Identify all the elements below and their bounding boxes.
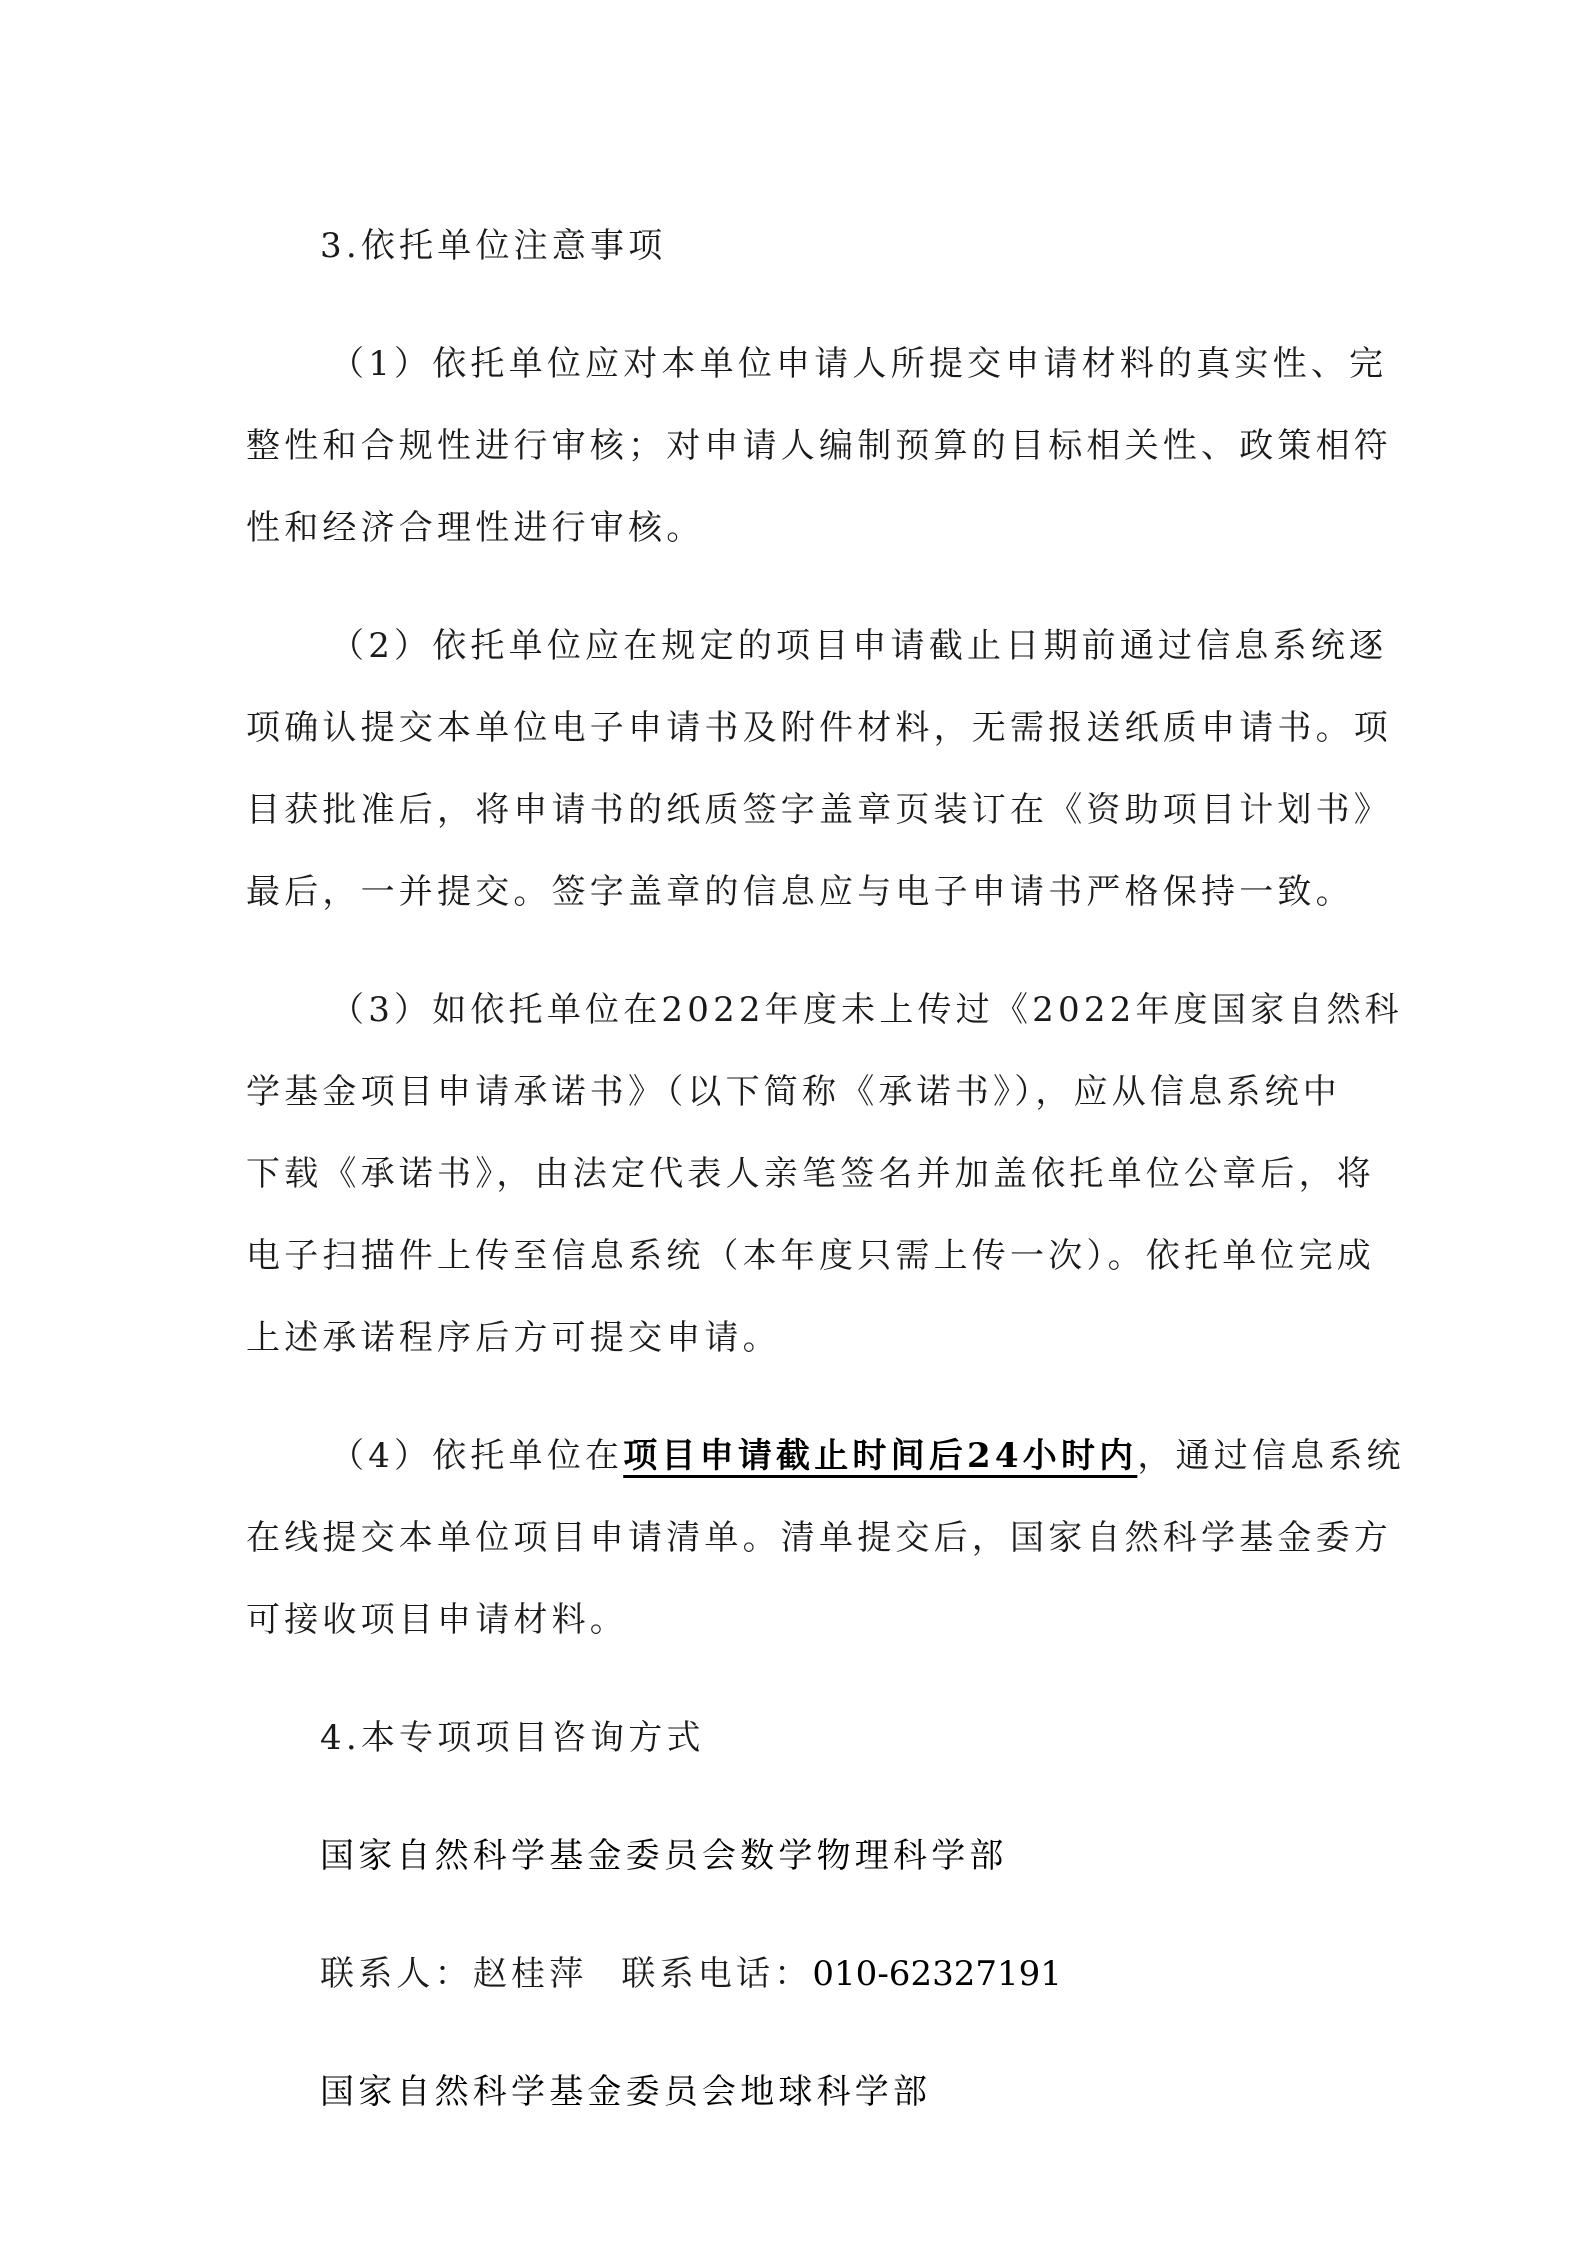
p4-suffix: ，通过信息系统 [1137, 1436, 1405, 1476]
section-3-heading: 3.依托单位注意事项 [320, 226, 667, 266]
p3-line-1: （3）如依托单位在2022年度未上传过《2022年度国家自然科 [330, 990, 1403, 1030]
department-earth-sciences: 国家自然科学基金委员会地球科学部 [320, 2072, 932, 2112]
department-math-physics: 国家自然科学基金委员会数学物理科学部 [320, 1836, 1008, 1876]
paragraph-2 [246, 605, 1392, 933]
phone-number: 010-62327191 [812, 1954, 1062, 1994]
deadline-emphasis: 项目申请截止时间后24小时内 [623, 1436, 1138, 1476]
paragraph-3 [246, 969, 1403, 1379]
p1-line-2: 整性和合规性进行审核；对申请人编制预算的目标相关性、政策相符 [246, 426, 1392, 466]
p4-prefix: （4）依托单位在 [330, 1436, 624, 1476]
contact-name: 赵桂萍 [472, 1954, 588, 1994]
paragraph-1 [246, 323, 1392, 569]
p4-line-1 [246, 1415, 1405, 1497]
contact-label: 联系人： [320, 1954, 473, 1994]
p2-line-3: 目获批准后，将申请书的纸质签字盖章页装订在《资助项目计划书》 [246, 790, 1392, 830]
p2-line-1: （2）依托单位应在规定的项目申请截止日期前通过信息系统逐 [330, 626, 1388, 666]
p4-line-2: 在线提交本单位项目申请清单。清单提交后，国家自然科学基金委方 [246, 1518, 1392, 1558]
contact-row [246, 1933, 1352, 2015]
section-4-heading: 4.本专项项目咨询方式 [320, 1718, 705, 1758]
phone-label: 联系电话： [621, 1954, 813, 1994]
p4-line-3: 可接收项目申请材料。 [246, 1600, 628, 1640]
p1-line-1: （1）依托单位应对本单位申请人所提交申请材料的真实性、完 [330, 344, 1388, 384]
p3-line-3: 下载《承诺书》，由法定代表人亲笔签名并加盖依托单位公章后，将 [246, 1154, 1375, 1194]
p1-line-3: 性和经济合理性进行审核。 [246, 508, 705, 548]
document-page [246, 205, 1405, 2133]
paragraph-4 [246, 1415, 1405, 1661]
p2-line-2: 项确认提交本单位电子申请书及附件材料，无需报送纸质申请书。项 [246, 708, 1392, 748]
p2-line-4: 最后，一并提交。签字盖章的信息应与电子申请书严格保持一致。 [246, 872, 1354, 912]
p3-line-2: 学基金项目申请承诺书》（以下简称《承诺书》），应从信息系统中 [246, 1072, 1341, 1112]
p3-line-5: 上述承诺程序后方可提交申请。 [246, 1318, 781, 1358]
p3-line-4: 电子扫描件上传至信息系统（本年度只需上传一次）。依托单位完成 [246, 1236, 1375, 1276]
